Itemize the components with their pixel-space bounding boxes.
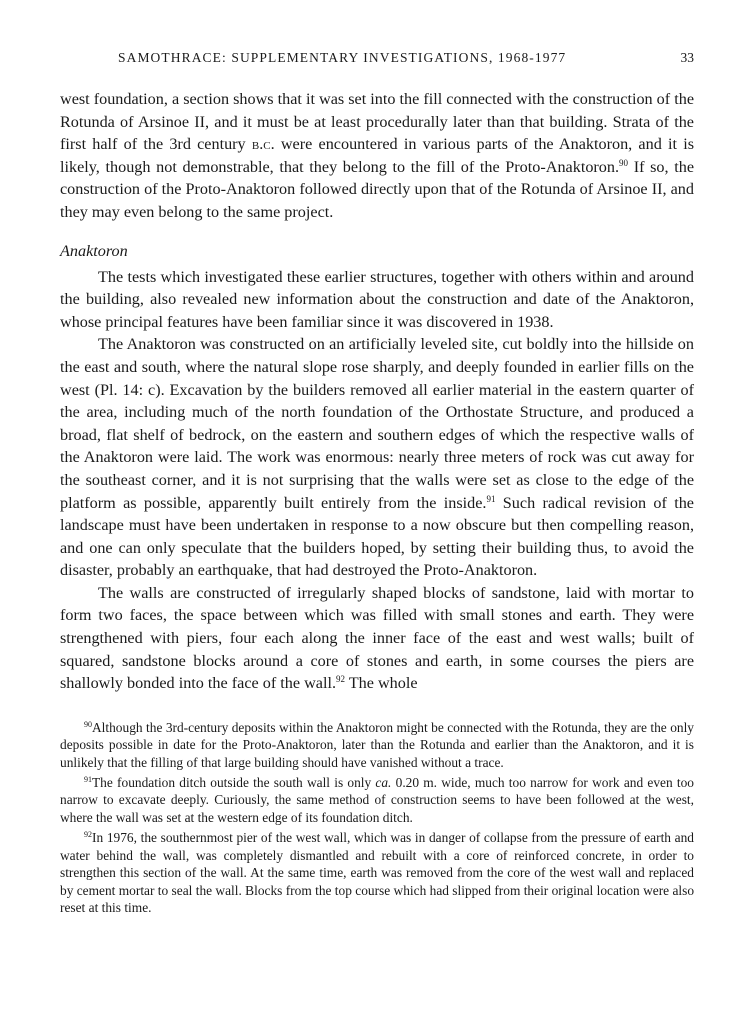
era-abbreviation: b.c.: [251, 135, 275, 154]
footnote-text: Although the 3rd-century deposits within the Anaktoron might be connected with the Rotunda, they are the only deposits possible in date for the Proto-Anaktoron, later than the Rotunda and earlier than the Anaktoron, and it is unlikely that the filling of that large building should have vanished without a trace.: [60, 719, 694, 770]
footnote-text-b: 0.20 m. wide, much too narrow for work and even too narrow to excavate deeply. Curiously, the same method of construction seems to have been followed at the west, where the wall was set at the western edge of its foundation ditch.: [60, 775, 694, 825]
footnote-text: In 1976, the southernmost pier of the west wall, which was in danger of collapse from the pressure of earth and water behind the wall, was completely dismantled and rebuilt with a core of reinforced concrete, in order to strengthen this section of the wall. At the same time, earth was removed from the core of the west wall and replaced by cement mortar to seal the wall. Blocks from the top course which had slipped from their original location were also reset at this time.: [60, 830, 695, 915]
footnote-ref-92: 92: [336, 674, 346, 685]
footnote-number: 91: [84, 775, 92, 785]
footnote-number: 92: [84, 830, 92, 840]
footnote-91: [60, 774, 694, 826]
footnote-92: [60, 829, 694, 916]
paragraph-1-text-b: were encountered in various parts of the Anaktoron, and it is likely, though not demonstrable, that they belong to the fill of the Proto-Anaktoron.: [60, 135, 694, 176]
footnote-ref-91: 91: [486, 493, 496, 504]
section-heading: Anaktoron: [60, 241, 128, 260]
paragraph-3-text-a: The Anaktoron was constructed on an artificially leveled site, cut boldly into the hillside on the east and south, where the natural slope rose sharply, and deeply founded in earlier fills on the west (Pl. 14: c). Excavation by the builders removed all earlier material in the eastern quarter of the area, including much of the north foundation of the Orthostate Structure, and produced a broad, flat shelf of bedrock, on the eastern and southern edges of which the respective walls of the Anaktoron were laid. The work was enormous: nearly three meters of rock was cut away for the southeast corner, and it is not surprising that the walls were set as close to the edge of the platform as possible, apparently built entirely from the inside.: [60, 335, 694, 512]
paragraph-2: The tests which investigated these earlier structures, together with others within and around the building, also revealed new information about the construction and date of the Anaktoron, whose principal features have been familiar since it was discovered in 1938.: [60, 267, 694, 331]
footnote-text-a: The foundation ditch outside the south wall is only: [92, 775, 376, 791]
paragraph-1-text-a: west foundation, a section shows that it was set into the fill connected with the construction of the Rotunda of Arsinoe II, and it must be at least procedurally later than that building. Strata of the first half of the 3rd century: [60, 90, 694, 154]
page-number: 33: [680, 50, 694, 65]
paragraph-1: [60, 88, 694, 224]
body-text: [60, 88, 694, 695]
page: [60, 50, 694, 919]
footnote-ref-90: 90: [619, 157, 629, 168]
paragraph-4: [60, 582, 694, 695]
running-title: SAMOTHRACE: SUPPLEMENTARY INVESTIGATIONS, 1968-1977: [118, 50, 567, 65]
footnote-italic-ca: ca.: [375, 775, 392, 791]
paragraph-3: [60, 333, 694, 582]
footnotes: [60, 719, 694, 916]
footnote-90: [60, 719, 694, 771]
paragraph-1-text-c: If so, the construction of the Proto-Anaktoron followed directly upon that of the Rotunda of Arsinoe II, and they may even belong to the same project.: [60, 157, 694, 221]
footnote-number: 90: [84, 719, 92, 729]
paragraph-4-text-a: The walls are constructed of irregularly shaped blocks of sandstone, laid with mortar to form two faces, the space between which was filled with small stones and earth. They were strengthened with piers, four each along the inner face of the east and west walls; built of squared, sandstone blocks around a core of stones and earth, in some courses the piers are shallowly bonded into the face of the wall.: [60, 583, 694, 693]
paragraph-4-text-b: The whole: [345, 674, 418, 693]
paragraph-3-text-b: Such radical revision of the landscape must have been undertaken in response to a now obscure but then compelling reason, and one can only speculate that the builders hoped, by setting their building thus, to avoid the disaster, probably an earthquake, that had destroyed the Proto-Anaktoron.: [60, 493, 694, 580]
running-head: [118, 50, 694, 72]
